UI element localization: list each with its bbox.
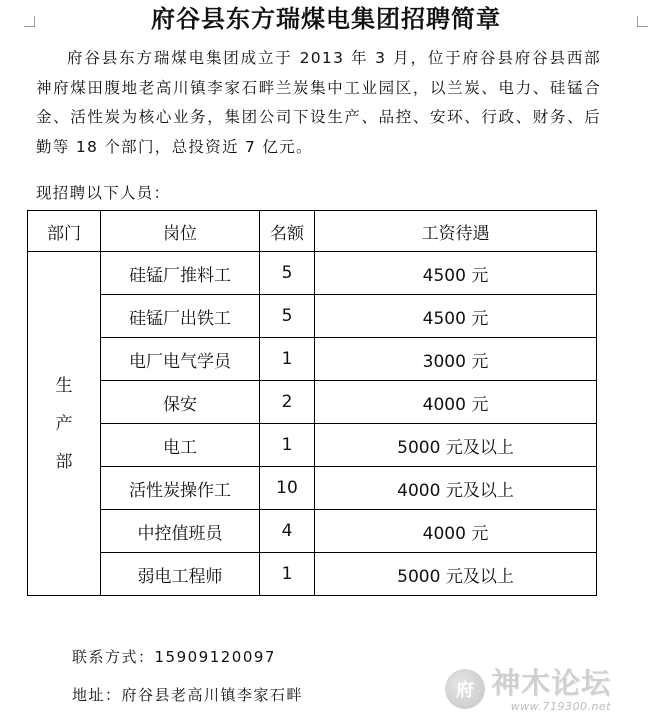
quota-cell: 5: [260, 295, 315, 338]
header-salary: 工资待遇: [315, 211, 597, 252]
recruitment-table: [27, 210, 597, 596]
watermark-text: [491, 666, 611, 713]
position-cell: 硅锰厂出铁工: [101, 295, 260, 338]
department-char: 产: [55, 413, 73, 434]
position-cell: 中控值班员: [101, 510, 260, 553]
intro-paragraph: 府谷县东方瑞煤电集团成立于 2013 年 3 月，位于府谷县府谷县西部神府煤田腹地老高川镇李家石畔兰炭集中工业园区，以兰炭、电力、硅锰合金、活性炭为核心业务，集团公司下设生产、品控、安环、行政、财务、后勤等 18 个部门，总投资近 7 亿元。: [36, 49, 601, 156]
department-char: 生: [55, 375, 73, 396]
salary-cell: 3000 元: [315, 338, 597, 381]
watermark-name: 神木论坛: [491, 665, 612, 700]
table-row: [28, 424, 597, 467]
salary-cell: 4000 元及以上: [315, 467, 597, 510]
table-row: [28, 510, 597, 553]
salary-cell: 4000 元: [315, 381, 597, 424]
quota-cell: 5: [260, 252, 315, 295]
position-cell: 电厂电气学员: [101, 338, 260, 381]
header-quota: 名额: [260, 211, 315, 252]
header-position: 岗位: [101, 211, 260, 252]
table-row: [28, 381, 597, 424]
salary-cell: 5000 元及以上: [315, 553, 597, 596]
forum-logo-icon: 府: [445, 669, 485, 709]
quota-cell: 1: [260, 553, 315, 596]
header-department: 部门: [28, 211, 101, 252]
watermark-url: www.719300.net: [510, 699, 612, 713]
salary-cell: 4500 元: [315, 252, 597, 295]
salary-cell: 5000 元及以上: [315, 424, 597, 467]
department-char: 部: [55, 451, 73, 472]
position-cell: 硅锰厂推料工: [101, 252, 260, 295]
salary-cell: 4000 元: [315, 510, 597, 553]
table-header-row: [28, 211, 597, 252]
table-row: [28, 467, 597, 510]
quota-cell: 1: [260, 338, 315, 381]
department-cell: [28, 252, 101, 596]
page-title: 府谷县东方瑞煤电集团招聘简章: [151, 4, 501, 33]
table-row: [28, 553, 597, 596]
salary-cell: 4500 元: [315, 295, 597, 338]
quota-cell: 1: [260, 424, 315, 467]
position-cell: 保安: [101, 381, 260, 424]
recruitment-subheading: 现招聘以下人员：: [36, 184, 171, 202]
position-cell: 弱电工程师: [101, 553, 260, 596]
quota-cell: 10: [260, 467, 315, 510]
table-row: [28, 252, 597, 295]
position-cell: 电工: [101, 424, 260, 467]
table-row: [28, 295, 597, 338]
address-info: 地址：府谷县老高川镇李家石畔: [72, 686, 304, 704]
table-row: [28, 338, 597, 381]
position-cell: 活性炭操作工: [101, 467, 260, 510]
contact-info: 联系方式：15909120097: [72, 648, 276, 666]
forum-watermark: [445, 660, 650, 718]
quota-cell: 2: [260, 381, 315, 424]
quota-cell: 4: [260, 510, 315, 553]
